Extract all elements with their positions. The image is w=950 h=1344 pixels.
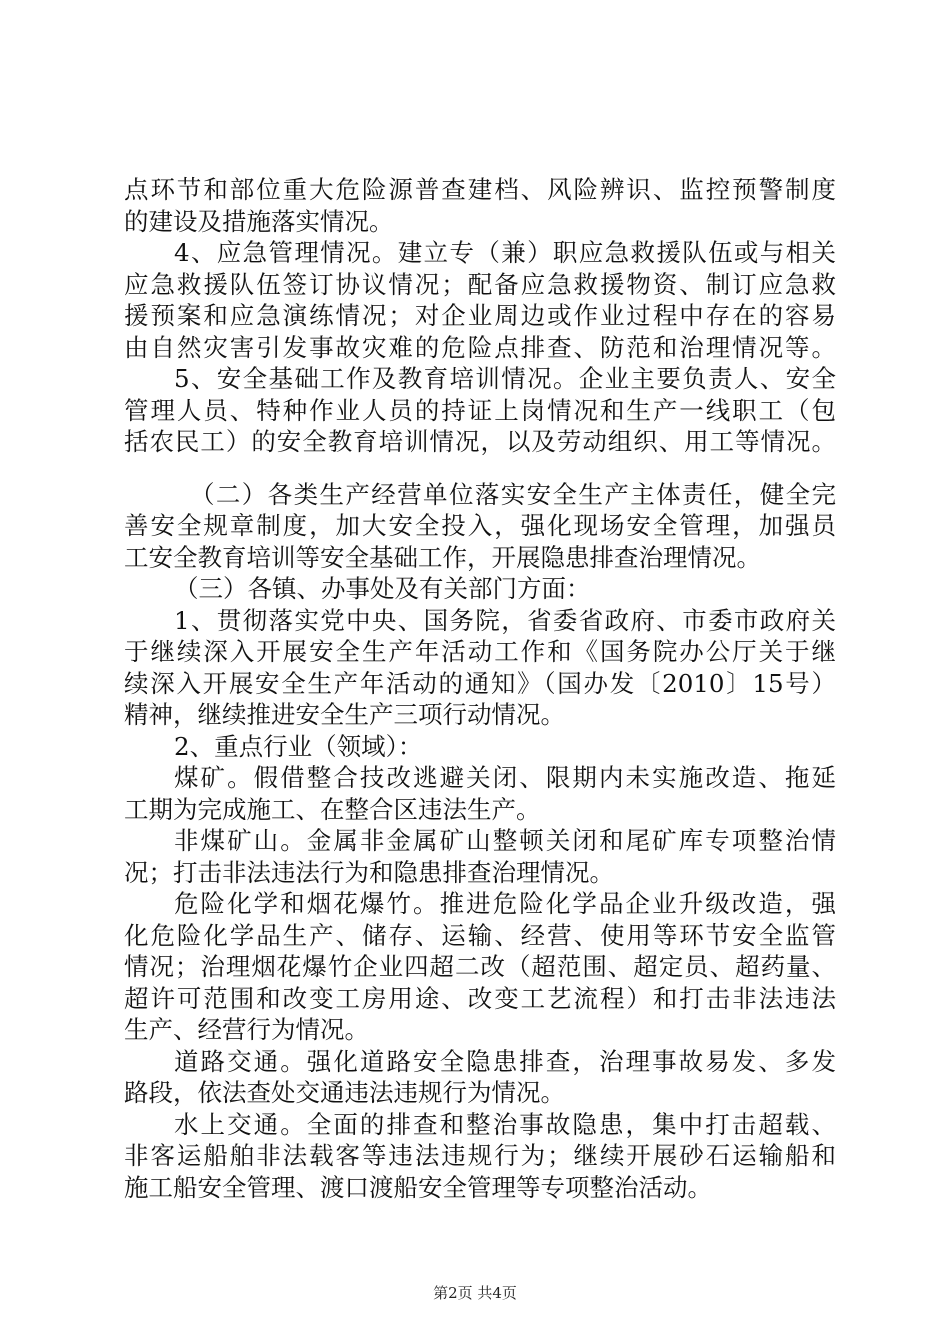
text-line: 况；打击非法违法行为和隐患排查治理情况。 — [124, 857, 614, 887]
text-line: 生产、经营行为情况。 — [124, 1015, 369, 1044]
text-line: 善安全规章制度，加大安全投入，强化现场安全管理，加强员 — [124, 511, 836, 540]
page-footer: 第2页 共4页 — [433, 1284, 517, 1302]
text-line: 工安全教育培训等安全基础工作，开展隐患排查治理情况。 — [124, 542, 761, 572]
text-line: 非客运船舶非法载客等违法违规行为；继续开展砂石运输船和 — [124, 1141, 836, 1170]
text-line: 续深入开展安全生产年活动的通知》（国办发〔2010〕15号） — [124, 668, 836, 698]
text-line: 括农民工）的安全教育培训情况，以及劳动组织、用工等情况。 — [124, 427, 836, 456]
text-line: 5、安全基础工作及教育培训情况。企业主要负责人、安全 — [174, 364, 836, 393]
text-line: 水上交通。全面的排查和整治事故隐患，集中打击超载、 — [174, 1109, 836, 1139]
text-line: 非煤矿山。金属非金属矿山整顿关闭和尾矿库专项整治情 — [174, 826, 836, 855]
text-line: 2、重点行业（领域）： — [174, 731, 423, 761]
text-line: 由自然灾害引发事故灾难的危险点排查、防范和治理情况等。 — [124, 332, 836, 362]
text-line: 情况；治理烟花爆竹企业四超二改（超范围、超定员、超药量、 — [124, 952, 836, 981]
text-line: 点环节和部位重大危险源普查建档、风险辨识、监控预警制度 — [124, 175, 836, 204]
text-line: 化危险化学品生产、储存、运输、经营、使用等环节安全监管 — [124, 920, 836, 950]
text-line: 道路交通。强化道路安全隐患排查，治理事故易发、多发 — [174, 1046, 836, 1076]
text-line: 应急救援队伍签订协议情况；配备应急救援物资、制订应急救 — [124, 269, 836, 299]
text-line: （二）各类生产经营单位落实安全生产主体责任，健全完 — [190, 479, 836, 509]
text-line: 的建设及措施落实情况。 — [124, 206, 394, 236]
text-line: 精神，继续推进安全生产三项行动情况。 — [124, 700, 565, 729]
text-line: 危险化学和烟花爆竹。推进危险化学品企业升级改造，强 — [174, 889, 836, 918]
text-line: 超许可范围和改变工房用途、改变工艺流程）和打击非法违法 — [124, 983, 836, 1013]
paragraph-gap — [124, 458, 836, 479]
text-line: （三）各镇、办事处及有关部门方面： — [174, 574, 591, 603]
text-line: 工期为完成施工、在整合区违法生产。 — [124, 794, 541, 824]
document-body — [124, 174, 836, 1203]
text-line: 4、应急管理情况。建立专（兼）职应急救援队伍或与相关 — [174, 238, 836, 267]
text-line: 1、贯彻落实党中央、国务院，省委省政府、市委市政府关 — [174, 605, 836, 635]
text-line: 施工船安全管理、渡口渡船安全管理等专项整治活动。 — [124, 1172, 712, 1202]
text-line: 路段，依法查处交通违法违规行为情况。 — [124, 1078, 565, 1107]
text-line: 煤矿。假借整合技改逃避关闭、限期内未实施改造、拖延 — [174, 763, 836, 792]
text-line: 管理人员、特种作业人员的持证上岗情况和生产一线职工（包 — [124, 395, 836, 425]
text-line: 于继续深入开展安全生产年活动工作和《国务院办公厅关于继 — [124, 637, 836, 666]
text-line: 援预案和应急演练情况；对企业周边或作业过程中存在的容易 — [124, 301, 836, 330]
